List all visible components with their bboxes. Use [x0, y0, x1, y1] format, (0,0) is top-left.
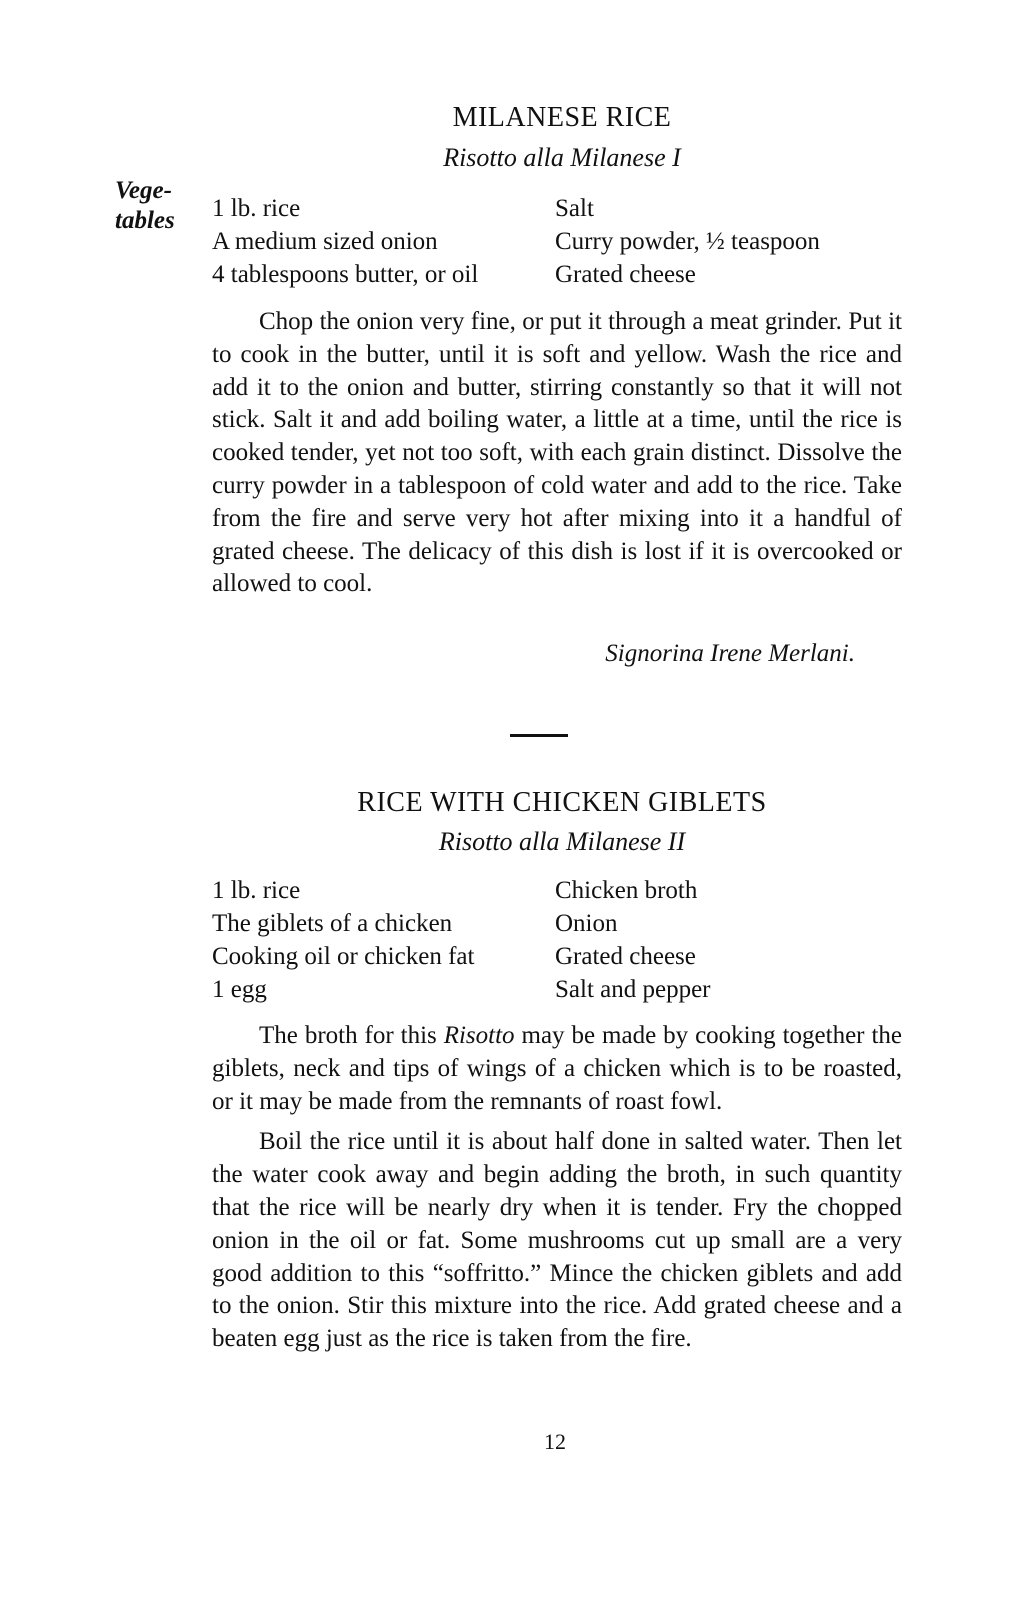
recipe-2-title: RICE WITH CHICKEN GIBLETS	[357, 787, 767, 818]
ingredient: Curry powder, ½ teaspoon	[555, 228, 820, 255]
margin-note-line-2: tables	[115, 207, 175, 234]
ingredient-row	[212, 225, 902, 258]
recipe-2-instructions	[212, 1020, 902, 1356]
ingredient-row	[212, 973, 902, 1006]
text-run: The broth for this	[259, 1022, 444, 1049]
ingredient: 1 egg	[212, 976, 267, 1003]
ingredient: The giblets of a chicken	[212, 910, 453, 937]
margin-note	[115, 176, 195, 236]
recipe-2-ingredients	[212, 874, 902, 1006]
ingredient-row	[212, 258, 902, 291]
ingredient: Salt and pepper	[555, 976, 711, 1003]
text-run: may be made by cooking together the giblets, neck and tips of wings of a chicken which is to be roasted, or it may be made from the remnants of roast fowl.	[212, 1022, 902, 1115]
ingredient: Cooking oil or chicken fat	[212, 943, 475, 970]
recipe-1-signature: Signorina Irene Merlani.	[605, 640, 855, 667]
ingredient: 1 lb. rice	[212, 877, 301, 904]
recipe-2-subtitle: Risotto alla Milanese II	[438, 827, 686, 856]
recipe-1-subtitle: Risotto alla Milanese I	[443, 143, 681, 172]
recipe-1-instructions	[212, 306, 902, 601]
instruction-paragraph	[212, 1020, 902, 1118]
ingredient-row	[212, 907, 902, 940]
ingredient: Salt	[555, 195, 594, 222]
ingredient: Grated cheese	[555, 261, 696, 288]
ingredient: Grated cheese	[555, 943, 696, 970]
ingredient: 1 lb. rice	[212, 195, 301, 222]
ingredient: A medium sized onion	[212, 228, 438, 255]
margin-note-line-1: Vege-	[115, 177, 172, 204]
ingredient: Chicken broth	[555, 877, 698, 904]
instruction-paragraph: Boil the rice until it is about half done in salted water. Then let the water cook away and begin adding the broth, in such quantity that the rice will be nearly dry when it is tender. Fry the chopped onion in the oil or fat. Some mushrooms cut up small are a very good addition to this “soffritto.” Mince the chicken giblets and add to the onion. Stir this mixture into the rice. Add grated cheese and a beaten egg just as the rice is taken from the fire.	[212, 1128, 902, 1353]
page-number: 12	[544, 1429, 566, 1454]
recipe-1-title: MILANESE RICE	[452, 102, 672, 133]
section-divider	[510, 734, 568, 737]
instruction-paragraph: Chop the onion very fine, or put it through a meat grinder. Put it to cook in the butter, until it is soft and yellow. Wash the rice and add it to the onion and butter, stirring constantly so that it will not stick. Salt it and add boiling water, a little at a time, until the rice is cooked tender, yet not too soft, with each grain distinct. Dissolve the curry powder in a tablespoon of cold water and add to the rice. Take from the fire and serve very hot after mixing into it a handful of grated cheese. The delicacy of this dish is lost if it is overcooked or allowed to cool.	[212, 308, 902, 598]
emphasized-word: Risotto	[443, 1022, 515, 1049]
ingredient: 4 tablespoons butter, or oil	[212, 261, 479, 288]
ingredient-row	[212, 192, 902, 225]
ingredient-row	[212, 874, 902, 907]
ingredient: Onion	[555, 910, 618, 937]
recipe-1-ingredients	[212, 192, 902, 291]
ingredient-row	[212, 940, 902, 973]
